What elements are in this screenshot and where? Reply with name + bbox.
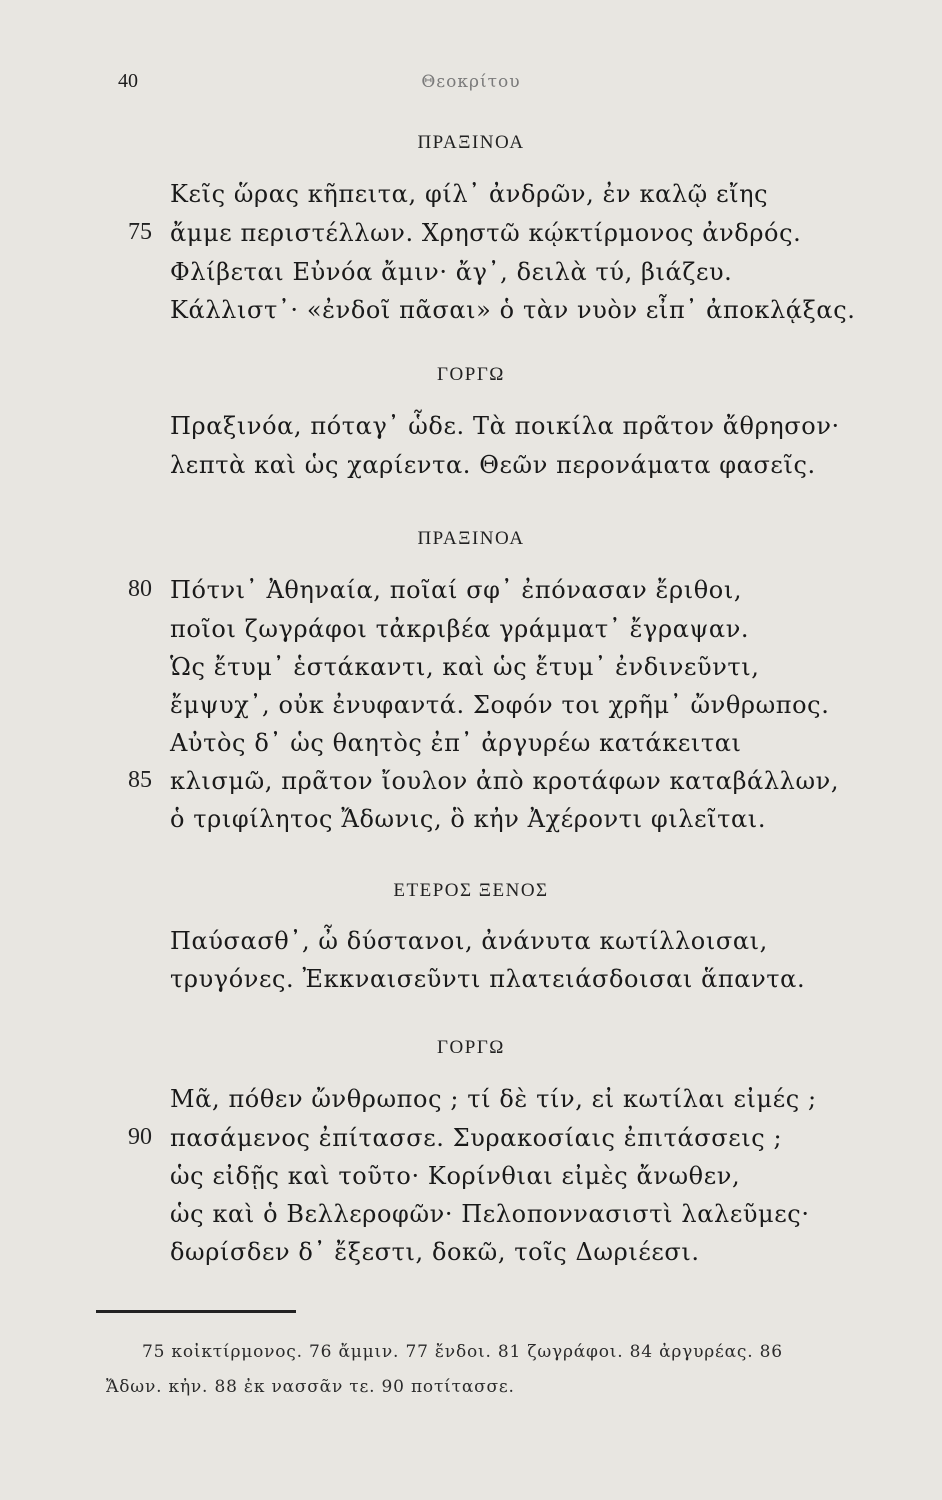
- verse-line: λεπτὰ καὶ ὡς χαρίεντα. Θεῶν περονάματα φασεῖς.: [170, 451, 816, 479]
- verse-line: Κεῖς ὥρας κῆπειτα, φίλ᾽ ἀνδρῶν, ἐν καλῷ εἴης: [170, 180, 769, 208]
- speaker-heading: ΕΤΕΡΟΣ ΞΕΝΟΣ: [393, 880, 549, 901]
- footnote-line: 75 κοἰκτίρμονος. 76 ἄμμιν. 77 ἔνδοι. 81 ζωγράφοι. 84 ἀργυρέας. 86: [142, 1342, 783, 1362]
- page-number: 40: [118, 70, 138, 92]
- verse-line: ποῖοι ζωγράφοι τἀκριβέα γράμματ᾽ ἔγραψαν.: [170, 615, 750, 643]
- line-number: 75: [128, 219, 152, 245]
- verse-line: Παύσασθ᾽, ὦ δύστανοι, ἀνάνυτα κωτίλλοισαι,: [170, 927, 768, 955]
- verse-line: Μᾶ, πόθεν ὤνθρωπος ; τί δὲ τίν, εἰ κωτίλαι εἰμές ;: [170, 1085, 817, 1113]
- verse-line: ἔμψυχ᾽, οὐκ ἐνυφαντά. Σοφόν τοι χρῆμ᾽ ὤνθρωπος.: [170, 691, 830, 719]
- speaker-heading: ΓΟΡΓΩ: [437, 364, 505, 385]
- verse-line: ὁ τριφίλητος Ἄδωνις, ὃ κἠν Ἀχέροντι φιλεῖται.: [170, 805, 767, 833]
- speaker-heading: ΓΟΡΓΩ: [437, 1037, 505, 1058]
- verse-line: Ὡς ἔτυμ᾽ ἑστάκαντι, καὶ ὡς ἔτυμ᾽ ἐνδινεῦντι,: [170, 653, 760, 681]
- speaker-heading: ΠΡΑΞΙΝΟΑ: [417, 528, 525, 549]
- footnote-rule: [96, 1310, 296, 1313]
- verse-line: Αὐτὸς δ᾽ ὡς θαητὸς ἐπ᾽ ἀργυρέω κατάκειται: [170, 729, 742, 757]
- verse-line: Φλίβεται Εὐνόα ἄμιν· ἄγ᾽, δειλὰ τύ, βιάζευ.: [170, 258, 733, 286]
- page-header: [0, 70, 942, 100]
- line-number: 85: [128, 767, 152, 793]
- verse-line: κλισμῶ, πρᾶτον ἴουλον ἀπὸ κροτάφων καταβάλλων,: [170, 767, 840, 795]
- verse-line: Κάλλιστ᾽· «ἐνδοῖ πᾶσαι» ὁ τὰν νυὸν εἶπ᾽ ἀποκλᾴξας.: [170, 296, 856, 324]
- verse-line: Πότνι᾽ Ἀθηναία, ποῖαί σφ᾽ ἐπόνασαν ἔριθοι,: [170, 576, 743, 604]
- verse-line: Πραξινόα, πόταγ᾽ ὧδε. Τὰ ποικίλα πρᾶτον ἄθρησον·: [170, 412, 840, 440]
- line-number: 80: [128, 576, 152, 602]
- verse-line: πασάμενος ἐπίτασσε. Συρακοσίαις ἐπιτάσσεις ;: [170, 1124, 783, 1152]
- line-number: 90: [128, 1124, 152, 1150]
- running-title: Θεοκρίτου: [421, 72, 521, 92]
- verse-line: ὡς εἰδῇς καὶ τοῦτο· Κορίνθιαι εἰμὲς ἄνωθεν,: [170, 1162, 741, 1190]
- footnote-line: Ἄδων. κἠν. 88 ἐκ νασσᾶν τε. 90 ποτίτασσε.: [106, 1377, 515, 1397]
- verse-line: τρυγόνες. Ἐκκναισεῦντι πλατειάσδοισαι ἅπαντα.: [170, 965, 806, 993]
- speaker-heading: ΠΡΑΞΙΝΟΑ: [417, 132, 525, 153]
- verse-line: ἄμμε περιστέλλων. Χρηστῶ κῴκτίρμονος ἀνδρός.: [170, 219, 802, 247]
- verse-line: δωρίσδεν δ᾽ ἔξεστι, δοκῶ, τοῖς Δωριέεσι.: [170, 1238, 700, 1266]
- verse-line: ὡς καὶ ὁ Βελλεροφῶν· Πελοποννασιστὶ λαλεῦμες·: [170, 1200, 810, 1228]
